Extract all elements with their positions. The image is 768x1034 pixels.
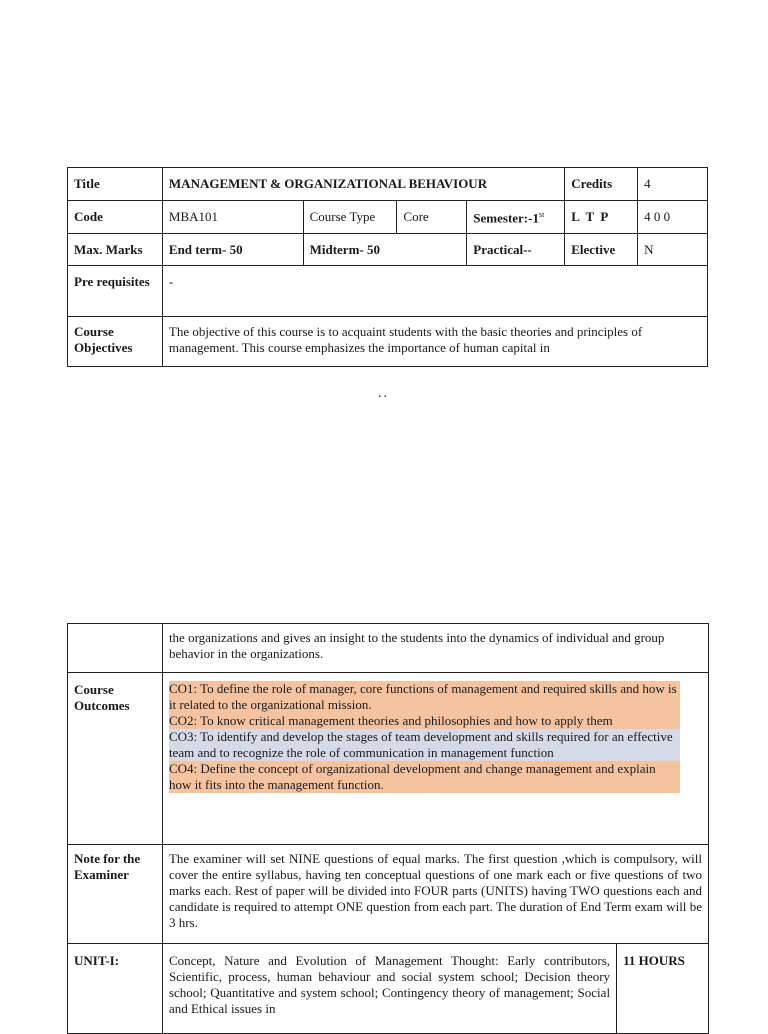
credits-label: Credits <box>565 168 638 201</box>
course-details-table <box>67 623 709 1034</box>
outcome-co2: CO2: To know critical management theories and philosophies and how to apply them <box>169 713 680 729</box>
code-label: Code <box>68 201 163 234</box>
objectives-continued-label-cell <box>68 624 163 673</box>
unit1-label: UNIT-I: <box>68 944 163 1034</box>
note-text: The examiner will set NINE questions of equal marks. The first question ,which is compulsory, will cover the entire syllabus, having ten conceptual questions of one mark each or five questions of two marks each. Rest of paper will be divided into FOUR parts (UNITS) having TWO questions each and candidate is required to attempt ONE question from each part. The duration of End Term exam will be 3 hrs. <box>162 845 708 944</box>
credits-value: 4 <box>638 168 708 201</box>
outcome-co3: CO3: To identify and develop the stages of team development and skills required for an effective team and to recognize the role of communication in management function <box>169 729 680 761</box>
prereq-label: Pre requisites <box>68 266 163 317</box>
semester-label: Semester:-1st <box>467 201 565 234</box>
objectives-label: Course Objectives <box>68 317 163 367</box>
midterm-value: Midterm- 50 <box>303 234 467 266</box>
objectives-text: The objective of this course is to acquaint students with the basic theories and principles of management. This course emphasizes the importance of human capital in <box>162 317 707 367</box>
elective-label: Elective <box>565 234 638 266</box>
course-type-value: Core <box>397 201 467 234</box>
end-term-value: End term- 50 <box>162 234 303 266</box>
elective-value: N <box>638 234 708 266</box>
note-label: Note for the Examiner <box>68 845 163 944</box>
outcomes-label: Course Outcomes <box>68 673 163 845</box>
code-value: MBA101 <box>162 201 303 234</box>
course-info-table <box>67 167 708 367</box>
max-marks-label: Max. Marks <box>68 234 163 266</box>
objectives-continued-text: the organizations and gives an insight to the students into the dynamics of individual and group behavior in the organizations. <box>162 624 708 673</box>
unit1-hours: 11 HOURS <box>617 944 709 1034</box>
course-type-label: Course Type <box>303 201 397 234</box>
prereq-value: - <box>162 266 707 317</box>
unit1-text: Concept, Nature and Evolution of Management Thought: Early contributors, Scientific, process, human behaviour and social system school; Decision theory school; Quantitative and system school; Contingency theory of management; Social and Ethical issues in <box>162 944 616 1034</box>
outcomes-list <box>162 673 708 845</box>
practical-value: Practical-- <box>467 234 565 266</box>
ltp-value: 4 0 0 <box>638 201 708 234</box>
outcome-co1: CO1: To define the role of manager, core functions of management and required skills and how is it related to the organizational mission. <box>169 681 680 713</box>
title-label: Title <box>68 168 163 201</box>
title-value: MANAGEMENT & ORGANIZATIONAL BEHAVIOUR <box>162 168 564 201</box>
page-break-marker: .. <box>378 386 389 401</box>
outcome-co4: CO4: Define the concept of organizational development and change management and explain how it fits into the management function. <box>169 761 680 793</box>
ltp-label: L T P <box>565 201 638 234</box>
